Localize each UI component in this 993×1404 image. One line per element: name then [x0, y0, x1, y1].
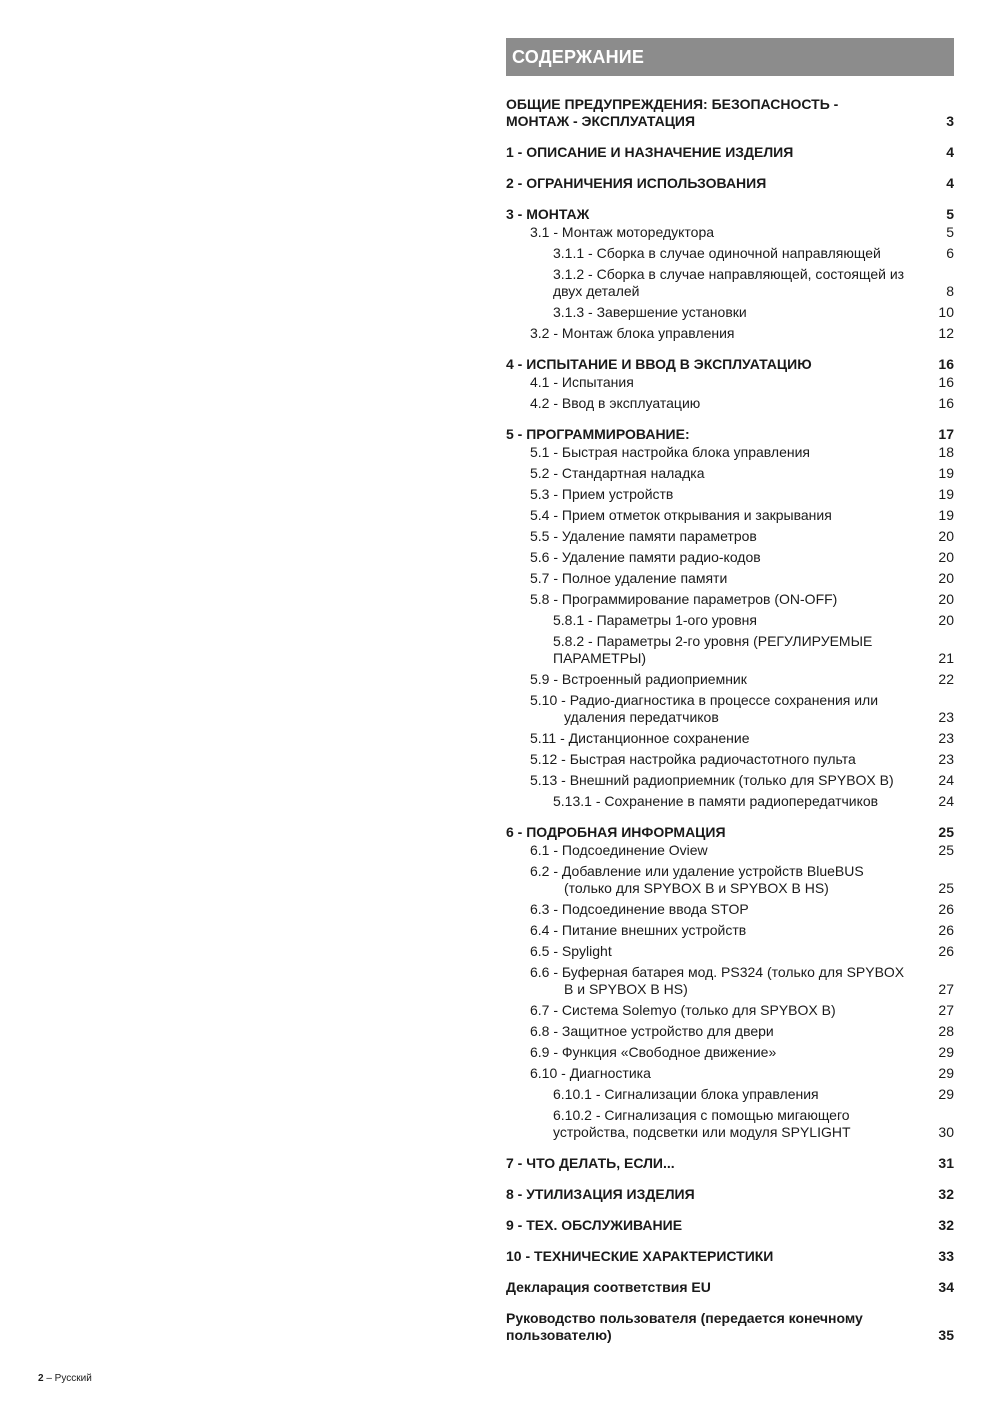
toc-entry-page: 16 [938, 374, 954, 390]
toc-subsection-entry [506, 1044, 954, 1061]
toc-entry-title: 6.2 - Добавление или удаление устройств BlueBUS (только для SPYBOX B и SPYBOX B HS) [530, 863, 864, 896]
toc-subsection-entry [506, 692, 954, 726]
toc-entry-title: 5.8 - Программирование параметров (ON-OFF) [530, 591, 838, 607]
toc-entry-page: 34 [938, 1279, 954, 1295]
toc-subsection-entry [506, 591, 954, 608]
toc-entry-title: 1 - ОПИСАНИЕ И НАЗНАЧЕНИЕ ИЗДЕЛИЯ [506, 144, 794, 160]
toc-entry-page: 19 [938, 486, 954, 502]
toc-subsection-entry [506, 374, 954, 391]
toc-entry-title: 5.13.1 - Сохранение в памяти радиопередатчиков [553, 793, 879, 809]
toc-entry-title: 6.10 - Диагностика [530, 1065, 651, 1081]
toc-entry-title: 5.8.1 - Параметры 1-ого уровня [553, 612, 757, 628]
toc-section-entry [506, 1279, 954, 1296]
toc-section-entry [506, 1217, 954, 1234]
toc-subsection-entry [506, 395, 954, 412]
toc-entry-title: Декларация соответствия EU [506, 1279, 711, 1295]
toc-entry-title: 5.11 - Дистанционное сохранение [530, 730, 750, 746]
toc-subsection-entry [506, 1086, 954, 1103]
toc-entry-title: 6.1 - Подсоединение Oview [530, 842, 708, 858]
toc-entry-title: 7 - ЧТО ДЕЛАТЬ, ЕСЛИ... [506, 1155, 675, 1171]
toc-subsection-entry [506, 224, 954, 241]
toc-entry-page: 23 [938, 709, 954, 725]
toc-entry-title: 4.1 - Испытания [530, 374, 634, 390]
toc-entry-title: 5.1 - Быстрая настройка блока управления [530, 444, 811, 460]
toc-entry-page: 26 [938, 922, 954, 938]
toc-entry-title: 3.1 - Монтаж моторедуктора [530, 224, 715, 240]
toc-title: СОДЕРЖАНИЕ [506, 38, 954, 76]
toc-section-entry [506, 1186, 954, 1203]
toc-subsection-entry [506, 842, 954, 859]
toc-subsection-entry [506, 671, 954, 688]
toc-entry-page: 19 [938, 507, 954, 523]
toc-section-entry [506, 426, 954, 443]
toc-subsection-entry [506, 730, 954, 747]
toc-subsection-entry [506, 549, 954, 566]
toc-entry-title: 6.10.2 - Сигнализация с помощью мигающего устройства, подсветки или модуля SPYLIGHT [553, 1107, 851, 1140]
toc-entry-page: 16 [938, 395, 954, 411]
toc-subsection-entry [506, 465, 954, 482]
toc-subsection-entry [506, 245, 954, 262]
toc-entry-title: 5.6 - Удаление памяти радио-кодов [530, 549, 761, 565]
toc-entry-page: 5 [946, 224, 954, 240]
toc-subsection-entry [506, 1065, 954, 1082]
toc-subsection-entry [506, 570, 954, 587]
toc-section-entry [506, 1155, 954, 1172]
toc-subsection-entry [506, 793, 954, 810]
toc-entry-page: 23 [938, 751, 954, 767]
toc-subsection-entry [506, 1107, 954, 1141]
toc-subsection-entry [506, 751, 954, 768]
toc-entry-page: 32 [938, 1217, 954, 1233]
toc-subsection-entry [506, 325, 954, 342]
toc-entry-title: 6.3 - Подсоединение ввода STOP [530, 901, 749, 917]
toc-subsection-entry [506, 444, 954, 461]
toc-entry-title: ОБЩИЕ ПРЕДУПРЕЖДЕНИЯ: БЕЗОПАСНОСТЬ - МОНТАЖ - ЭКСПЛУАТАЦИЯ [506, 96, 839, 129]
toc-entry-page: 21 [938, 650, 954, 666]
toc-entry-title: Руководство пользователя (передается конечному пользователю) [506, 1310, 863, 1343]
toc-entry-page: 27 [938, 1002, 954, 1018]
toc-entry-title: 8 - УТИЛИЗАЦИЯ ИЗДЕЛИЯ [506, 1186, 695, 1202]
toc-entry-page: 20 [938, 591, 954, 607]
toc-entry-title: 5.7 - Полное удаление памяти [530, 570, 728, 586]
toc-entry-page: 28 [938, 1023, 954, 1039]
toc-entry-title: 10 - ТЕХНИЧЕСКИЕ ХАРАКТЕРИСТИКИ [506, 1248, 774, 1264]
toc-entry-title: 5.2 - Стандартная наладка [530, 465, 705, 481]
toc-entry-title: 4 - ИСПЫТАНИЕ И ВВОД В ЭКСПЛУАТАЦИЮ [506, 356, 812, 372]
toc-entry-title: 6 - ПОДРОБНАЯ ИНФОРМАЦИЯ [506, 824, 726, 840]
toc-entry-page: 17 [938, 426, 954, 442]
toc-entry-page: 3 [946, 113, 954, 129]
toc-entry-page: 4 [946, 144, 954, 160]
table-of-contents [506, 38, 954, 1344]
toc-entry-title: 5.8.2 - Параметры 2-го уровня (РЕГУЛИРУЕМЫЕ ПАРАМЕТРЫ) [553, 633, 873, 666]
toc-entry-page: 4 [946, 175, 954, 191]
toc-section-entry [506, 206, 954, 223]
toc-entry-page: 20 [938, 570, 954, 586]
toc-entry-page: 24 [938, 793, 954, 809]
toc-entry-page: 23 [938, 730, 954, 746]
toc-entry-title: 6.4 - Питание внешних устройств [530, 922, 747, 938]
toc-subsection-entry [506, 304, 954, 321]
toc-entry-page: 29 [938, 1086, 954, 1102]
toc-entry-page: 12 [938, 325, 954, 341]
toc-entry-title: 3.1.3 - Завершение установки [553, 304, 747, 320]
toc-entry-title: 5.9 - Встроенный радиоприемник [530, 671, 747, 687]
toc-subsection-entry [506, 266, 954, 300]
toc-entry-title: 5.4 - Прием отметок открывания и закрывания [530, 507, 832, 523]
page-footer [38, 1373, 92, 1384]
toc-subsection-entry [506, 528, 954, 545]
toc-section-entry [506, 96, 954, 130]
toc-entry-page: 8 [946, 283, 954, 299]
toc-subsection-entry [506, 863, 954, 897]
toc-entry-title: 3.1.1 - Сборка в случае одиночной направляющей [553, 245, 881, 261]
toc-subsection-entry [506, 964, 954, 998]
toc-section-entry [506, 175, 954, 192]
toc-subsection-entry [506, 901, 954, 918]
toc-entry-page: 35 [938, 1327, 954, 1343]
toc-entry-page: 19 [938, 465, 954, 481]
toc-entry-page: 29 [938, 1044, 954, 1060]
toc-subsection-entry [506, 612, 954, 629]
toc-entry-title: 6.9 - Функция «Свободное движение» [530, 1044, 777, 1060]
toc-entry-title: 5.3 - Прием устройств [530, 486, 674, 502]
toc-entry-page: 20 [938, 528, 954, 544]
toc-entry-page: 16 [938, 356, 954, 372]
toc-entry-page: 20 [938, 549, 954, 565]
toc-entry-page: 26 [938, 943, 954, 959]
page-number: 2 [38, 1373, 44, 1384]
toc-entry-title: 5.13 - Внешний радиоприемник (только для SPYBOX B) [530, 772, 894, 788]
toc-subsection-entry [506, 1002, 954, 1019]
toc-entry-page: 26 [938, 901, 954, 917]
toc-section-entry [506, 144, 954, 161]
toc-entry-page: 10 [938, 304, 954, 320]
toc-entry-page: 25 [938, 880, 954, 896]
toc-list [506, 96, 954, 1344]
toc-section-entry [506, 824, 954, 841]
toc-entry-title: 3.2 - Монтаж блока управления [530, 325, 735, 341]
toc-subsection-entry [506, 486, 954, 503]
toc-entry-page: 25 [938, 842, 954, 858]
toc-entry-page: 5 [946, 206, 954, 222]
toc-section-entry [506, 356, 954, 373]
toc-entry-title: 2 - ОГРАНИЧЕНИЯ ИСПОЛЬЗОВАНИЯ [506, 175, 767, 191]
toc-entry-title: 5 - ПРОГРАММИРОВАНИЕ: [506, 426, 690, 442]
toc-subsection-entry [506, 922, 954, 939]
toc-entry-title: 5.12 - Быстрая настройка радиочастотного пульта [530, 751, 856, 767]
footer-language: – Русский [43, 1373, 92, 1384]
toc-entry-page: 20 [938, 612, 954, 628]
toc-entry-page: 32 [938, 1186, 954, 1202]
toc-subsection-entry [506, 1023, 954, 1040]
toc-entry-page: 24 [938, 772, 954, 788]
toc-entry-page: 18 [938, 444, 954, 460]
toc-entry-page: 25 [938, 824, 954, 840]
toc-entry-page: 30 [938, 1124, 954, 1140]
toc-entry-title: 6.8 - Защитное устройство для двери [530, 1023, 774, 1039]
toc-entry-title: 5.5 - Удаление памяти параметров [530, 528, 757, 544]
toc-subsection-entry [506, 633, 954, 667]
toc-section-entry [506, 1310, 954, 1344]
toc-entry-title: 3.1.2 - Сборка в случае направляющей, состоящей из двух деталей [553, 266, 905, 299]
toc-entry-page: 33 [938, 1248, 954, 1264]
toc-entry-title: 6.10.1 - Сигнализации блока управления [553, 1086, 819, 1102]
toc-section-entry [506, 1248, 954, 1265]
toc-entry-title: 9 - ТЕХ. ОБСЛУЖИВАНИЕ [506, 1217, 683, 1233]
toc-entry-page: 6 [946, 245, 954, 261]
toc-subsection-entry [506, 772, 954, 789]
toc-entry-title: 6.5 - Spylight [530, 943, 612, 959]
toc-entry-title: 5.10 - Радио-диагностика в процессе сохранения или удаления передатчиков [530, 692, 879, 725]
toc-entry-page: 29 [938, 1065, 954, 1081]
toc-entry-page: 31 [938, 1155, 954, 1171]
toc-entry-title: 4.2 - Ввод в эксплуатацию [530, 395, 701, 411]
toc-entry-page: 22 [938, 671, 954, 687]
toc-entry-title: 6.7 - Система Solemyo (только для SPYBOX B) [530, 1002, 836, 1018]
toc-subsection-entry [506, 943, 954, 960]
toc-entry-page: 27 [938, 981, 954, 997]
toc-entry-title: 3 - МОНТАЖ [506, 206, 590, 222]
toc-entry-title: 6.6 - Буферная батарея мод. PS324 (только для SPYBOX B и SPYBOX B HS) [530, 964, 905, 997]
toc-subsection-entry [506, 507, 954, 524]
